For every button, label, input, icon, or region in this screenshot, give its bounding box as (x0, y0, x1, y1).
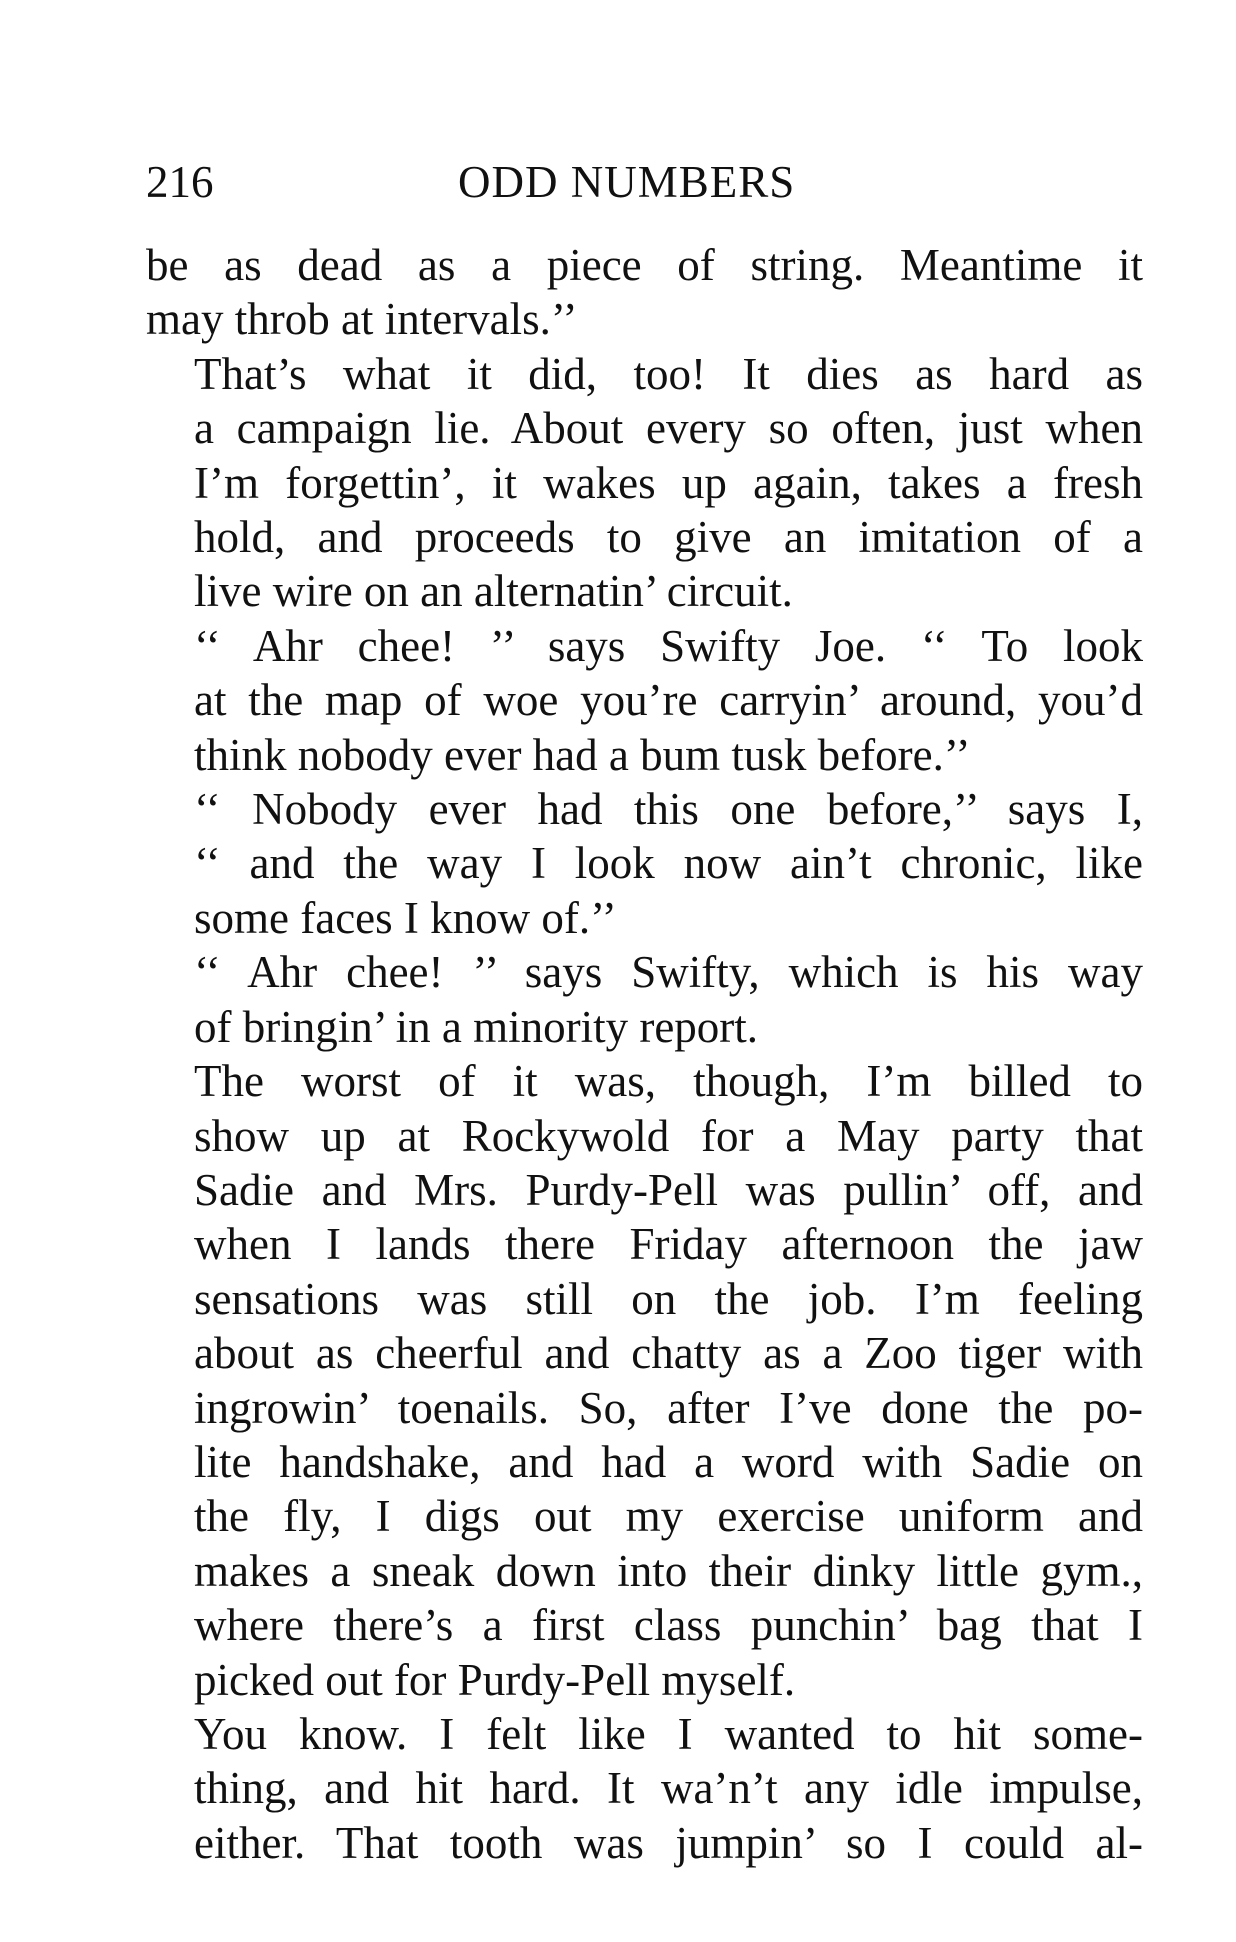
text-line: think nobody ever had a bum tusk before.’’ (194, 729, 971, 780)
text-line: picked out for Purdy-Pell myself. (194, 1654, 796, 1705)
text-line: I’m forgettin’, it wakes up again, takes a fresh (194, 457, 1143, 508)
page-header (146, 152, 1136, 212)
text-line: live wire on an alternatin’ circuit. (194, 566, 793, 617)
text-line: Sadie and Mrs. Purdy-Pell was pullin’ off, and (194, 1164, 1143, 1215)
text-line: sensations was still on the job. I’m feeling (194, 1273, 1143, 1324)
paragraph-p3 (146, 619, 1143, 782)
page-number: 216 (146, 157, 214, 207)
text-line: ‘‘ Ahr chee! ’’ says Swifty, which is his way (194, 947, 1143, 998)
text-line: You know. I felt like I wanted to hit some- (194, 1708, 1143, 1759)
text-line: The worst of it was, though, I’m billed to (194, 1056, 1143, 1107)
text-line: where there’s a first class punchin’ bag that I (194, 1600, 1143, 1651)
text-line: at the map of woe you’re carryin’ around, you’d (194, 675, 1143, 726)
text-line: ingrowin’ toenails. So, after I’ve done the po- (194, 1382, 1143, 1433)
text-line: ‘‘ Nobody ever had this one before,’’ says I, (194, 784, 1143, 835)
paragraph-p2 (146, 347, 1143, 619)
paragraph-p5 (146, 945, 1143, 1054)
text-line: when I lands there Friday afternoon the jaw (194, 1219, 1143, 1270)
text-line: a campaign lie. About every so often, just when (194, 403, 1143, 454)
paragraph-p4 (146, 782, 1143, 945)
text-line: lite handshake, and had a word with Sadie on (194, 1436, 1143, 1487)
text-line: ‘‘ Ahr chee! ’’ says Swifty Joe. ‘‘ To look (194, 620, 1143, 671)
text-line: ‘‘ and the way I look now ain’t chronic, like (194, 838, 1143, 889)
paragraph-p6 (146, 1054, 1143, 1707)
text-line: about as cheerful and chatty as a Zoo tiger with (194, 1328, 1143, 1379)
running-title: ODD NUMBERS (458, 157, 796, 207)
text-line: the fly, I digs out my exercise uniform and (194, 1491, 1143, 1542)
text-line: may throb at intervals.’’ (146, 294, 578, 345)
text-line: show up at Rockywold for a May party that (194, 1110, 1143, 1161)
text-line: either. That tooth was jumpin’ so I could al- (194, 1817, 1143, 1868)
paragraph-p7 (146, 1707, 1143, 1870)
text-line: be as dead as a piece of string. Meantime it (146, 240, 1143, 290)
paragraph-p1 (146, 238, 1143, 347)
text-line: of bringin’ in a minority report. (194, 1001, 759, 1052)
text-line: thing, and hit hard. It wa’n’t any idle impulse, (194, 1763, 1143, 1814)
text-line: makes a sneak down into their dinky little gym., (194, 1545, 1143, 1596)
text-line: some faces I know of.’’ (194, 892, 617, 943)
text-line: That’s what it did, too! It dies as hard as (194, 348, 1143, 399)
text-line: hold, and proceeds to give an imitation of a (194, 512, 1143, 563)
body-text (146, 238, 1143, 1870)
